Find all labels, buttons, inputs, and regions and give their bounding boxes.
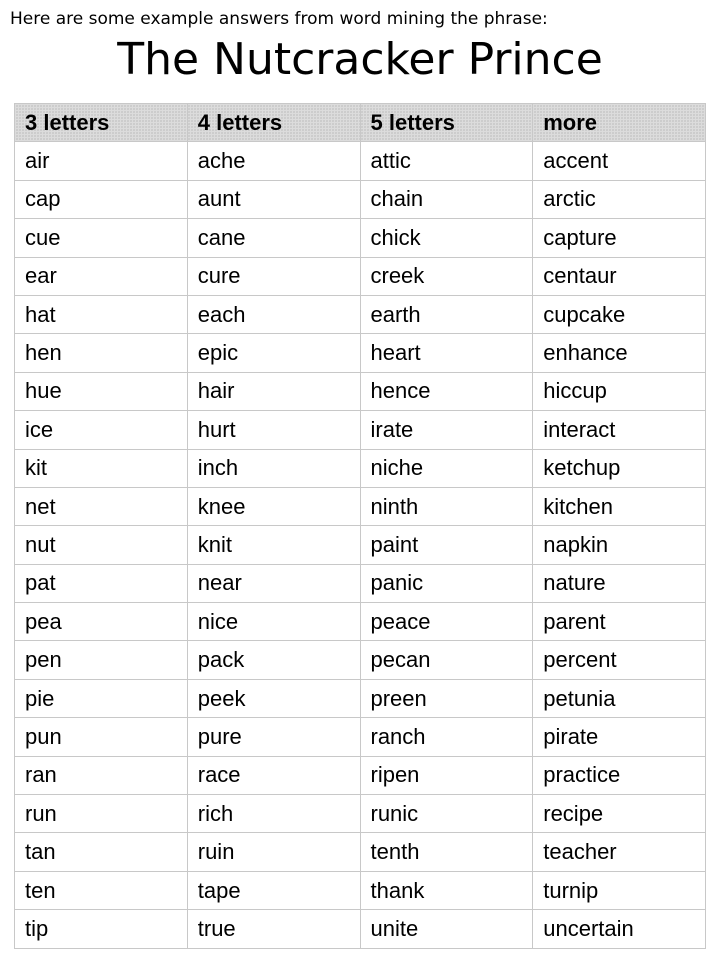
word-cell-3-letters: hat — [15, 295, 188, 333]
column-header-more: more — [533, 104, 706, 142]
word-cell-4-letters: race — [187, 756, 360, 794]
word-cell-3-letters: run — [15, 795, 188, 833]
word-cell-3-letters: tan — [15, 833, 188, 871]
word-cell-more: turnip — [533, 871, 706, 909]
word-cell-more: enhance — [533, 334, 706, 372]
word-cell-more: nature — [533, 564, 706, 602]
header-row — [15, 104, 706, 142]
word-cell-3-letters: ice — [15, 411, 188, 449]
page-title: The Nutcracker Prince — [117, 34, 603, 85]
word-cell-5-letters: ranch — [360, 718, 533, 756]
word-cell-3-letters: ear — [15, 257, 188, 295]
word-cell-3-letters: pen — [15, 641, 188, 679]
word-cell-more: accent — [533, 142, 706, 180]
word-cell-more: petunia — [533, 679, 706, 717]
word-cell-4-letters: peek — [187, 679, 360, 717]
word-cell-more: parent — [533, 603, 706, 641]
word-cell-5-letters: preen — [360, 679, 533, 717]
word-cell-more: pirate — [533, 718, 706, 756]
word-cell-3-letters: kit — [15, 449, 188, 487]
word-cell-more: hiccup — [533, 372, 706, 410]
word-cell-more: kitchen — [533, 487, 706, 525]
word-cell-more: uncertain — [533, 910, 706, 948]
word-cell-5-letters: panic — [360, 564, 533, 602]
table-row — [15, 449, 706, 487]
word-cell-5-letters: tenth — [360, 833, 533, 871]
intro-text: Here are some example answers from word mining the phrase: — [10, 9, 548, 29]
table-row — [15, 718, 706, 756]
word-rows — [15, 142, 706, 948]
word-cell-5-letters: creek — [360, 257, 533, 295]
table-row — [15, 372, 706, 410]
word-cell-4-letters: ruin — [187, 833, 360, 871]
table-row — [15, 411, 706, 449]
word-cell-4-letters: knee — [187, 487, 360, 525]
word-cell-3-letters: pie — [15, 679, 188, 717]
word-cell-4-letters: pure — [187, 718, 360, 756]
word-cell-5-letters: peace — [360, 603, 533, 641]
word-cell-3-letters: hen — [15, 334, 188, 372]
word-cell-more: practice — [533, 756, 706, 794]
word-cell-4-letters: nice — [187, 603, 360, 641]
word-cell-5-letters: niche — [360, 449, 533, 487]
word-cell-4-letters: inch — [187, 449, 360, 487]
word-cell-4-letters: true — [187, 910, 360, 948]
word-cell-more: ketchup — [533, 449, 706, 487]
word-cell-3-letters: hue — [15, 372, 188, 410]
word-cell-4-letters: tape — [187, 871, 360, 909]
column-header-3-letters: 3 letters — [15, 104, 188, 142]
table-row — [15, 564, 706, 602]
column-header-4-letters: 4 letters — [187, 104, 360, 142]
word-cell-5-letters: runic — [360, 795, 533, 833]
table-row — [15, 871, 706, 909]
table-row — [15, 910, 706, 948]
word-cell-3-letters: ran — [15, 756, 188, 794]
table-row — [15, 334, 706, 372]
word-cell-4-letters: cane — [187, 219, 360, 257]
word-cell-4-letters: hurt — [187, 411, 360, 449]
word-cell-5-letters: ninth — [360, 487, 533, 525]
word-cell-4-letters: knit — [187, 526, 360, 564]
table-row — [15, 679, 706, 717]
word-cell-4-letters: rich — [187, 795, 360, 833]
word-cell-3-letters: pat — [15, 564, 188, 602]
word-cell-more: percent — [533, 641, 706, 679]
word-cell-5-letters: attic — [360, 142, 533, 180]
word-cell-3-letters: net — [15, 487, 188, 525]
word-cell-more: napkin — [533, 526, 706, 564]
column-header-5-letters: 5 letters — [360, 104, 533, 142]
table-row — [15, 180, 706, 218]
word-cell-4-letters: hair — [187, 372, 360, 410]
table-row — [15, 487, 706, 525]
word-cell-4-letters: ache — [187, 142, 360, 180]
table-row — [15, 257, 706, 295]
word-cell-5-letters: ripen — [360, 756, 533, 794]
table-row — [15, 795, 706, 833]
table-row — [15, 219, 706, 257]
word-cell-4-letters: pack — [187, 641, 360, 679]
table-row — [15, 641, 706, 679]
word-cell-3-letters: air — [15, 142, 188, 180]
word-cell-more: capture — [533, 219, 706, 257]
table-row — [15, 833, 706, 871]
word-cell-3-letters: ten — [15, 871, 188, 909]
table-row — [15, 756, 706, 794]
word-table — [14, 103, 706, 949]
word-cell-4-letters: cure — [187, 257, 360, 295]
word-cell-5-letters: unite — [360, 910, 533, 948]
word-cell-4-letters: near — [187, 564, 360, 602]
table-row — [15, 142, 706, 180]
word-cell-4-letters: epic — [187, 334, 360, 372]
word-cell-3-letters: tip — [15, 910, 188, 948]
table-row — [15, 295, 706, 333]
word-cell-5-letters: pecan — [360, 641, 533, 679]
word-cell-4-letters: aunt — [187, 180, 360, 218]
word-cell-more: cupcake — [533, 295, 706, 333]
word-cell-5-letters: chain — [360, 180, 533, 218]
table-row — [15, 603, 706, 641]
word-cell-3-letters: nut — [15, 526, 188, 564]
word-cell-5-letters: heart — [360, 334, 533, 372]
word-cell-3-letters: pea — [15, 603, 188, 641]
word-cell-4-letters: each — [187, 295, 360, 333]
word-cell-5-letters: hence — [360, 372, 533, 410]
word-cell-more: teacher — [533, 833, 706, 871]
word-cell-5-letters: irate — [360, 411, 533, 449]
word-cell-5-letters: paint — [360, 526, 533, 564]
word-cell-more: arctic — [533, 180, 706, 218]
table-row — [15, 526, 706, 564]
word-cell-3-letters: cue — [15, 219, 188, 257]
word-cell-3-letters: pun — [15, 718, 188, 756]
word-cell-5-letters: chick — [360, 219, 533, 257]
word-cell-5-letters: thank — [360, 871, 533, 909]
word-cell-3-letters: cap — [15, 180, 188, 218]
word-cell-more: recipe — [533, 795, 706, 833]
word-cell-more: centaur — [533, 257, 706, 295]
word-cell-more: interact — [533, 411, 706, 449]
word-cell-5-letters: earth — [360, 295, 533, 333]
